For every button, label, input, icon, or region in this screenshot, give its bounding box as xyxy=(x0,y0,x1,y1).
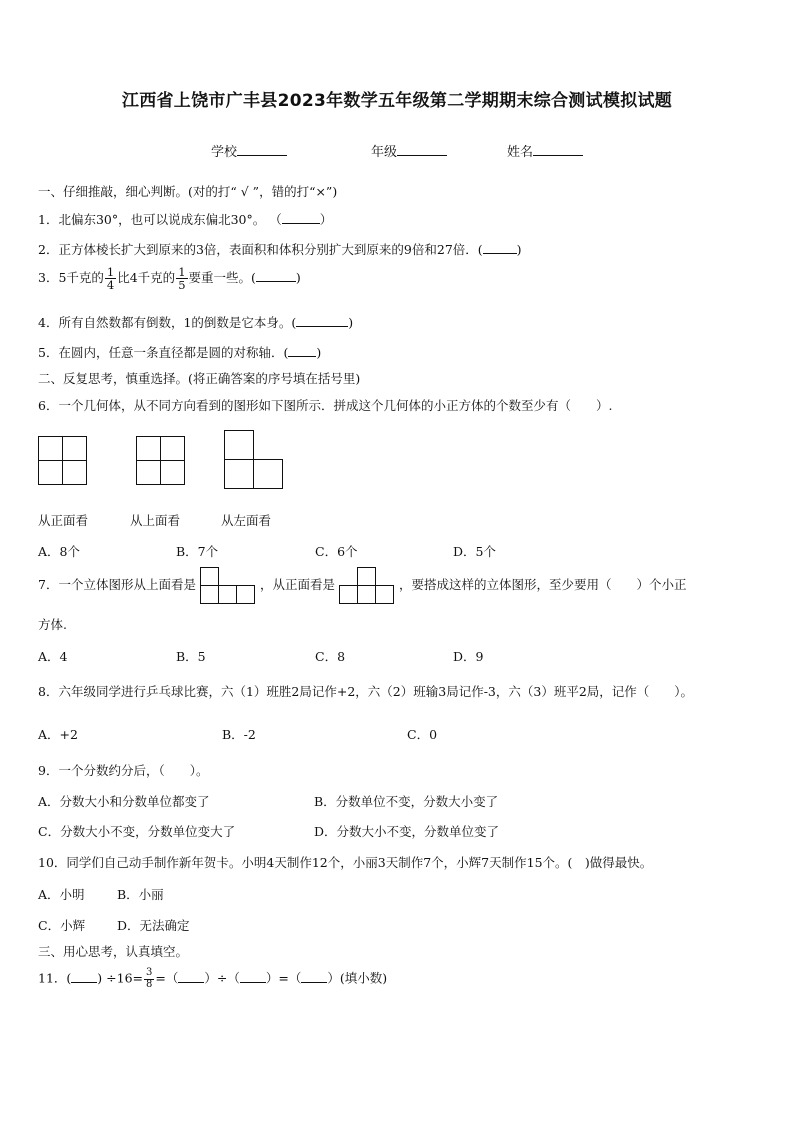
name-field[interactable] xyxy=(507,141,583,160)
q6-option-c[interactable]: C．6个 xyxy=(315,544,358,559)
fraction-one-fifth: $\frac{1}{5}$ xyxy=(178,265,186,293)
question-6: 6．一个几何体，从不同方向看到的图形如下图所示．拼成这个几何体的小正方体的个数至少有（ ）. xyxy=(38,398,613,413)
answer-blank-11d[interactable] xyxy=(301,971,327,983)
front-view-figure xyxy=(38,436,88,486)
q6-option-a[interactable]: A．8个 xyxy=(38,544,80,559)
fraction-three-eighths: $\frac{3}{8}$ xyxy=(146,967,153,990)
q9-option-b[interactable]: B．分数单位不变，分数大小变了 xyxy=(314,794,499,809)
question-3: 3．5千克的 $\frac{1}{4}$ 比4千克的 $\frac{1}{5}$ 要重一些。( ) xyxy=(38,265,301,293)
name-blank[interactable] xyxy=(533,143,583,156)
answer-blank-1[interactable] xyxy=(282,212,320,224)
school-field[interactable] xyxy=(211,141,287,160)
question-4: 4．所有自然数都有倒数，1的倒数是它本身。( ) xyxy=(38,315,354,330)
answer-blank-11a[interactable] xyxy=(71,971,97,983)
view-label-front: 从正面看 xyxy=(38,513,89,528)
answer-blank-11b[interactable] xyxy=(178,971,204,983)
question-8: 8．六年级同学进行乒乓球比赛，六（1）班胜2局记作+2，六（2）班输3局记作-3，六（3）班平2局，记作（ ）。 xyxy=(38,684,694,699)
question-7: 7．一个立体图形从上面看是 ，从正面看是 ，要搭成这样的立体图形，至少要用（ ）个小正 xyxy=(38,566,687,605)
q9-option-c[interactable]: C．分数大小不变，分数单位变大了 xyxy=(38,824,236,839)
q7-front-view-figure xyxy=(339,567,395,605)
school-label: 学校 xyxy=(211,145,238,160)
q7-option-d[interactable]: D．9 xyxy=(453,649,484,664)
page-title: 江西省上饶市广丰县2023年数学五年级第二学期期末综合测试模拟试题 xyxy=(121,91,673,111)
q10-option-c[interactable]: C．小辉 xyxy=(38,918,86,933)
answer-blank-3[interactable] xyxy=(256,270,296,282)
top-view-figure xyxy=(136,436,186,486)
question-7-continued: 方体. xyxy=(38,617,67,632)
q10-option-b[interactable]: B．小丽 xyxy=(117,887,164,902)
q8-option-b[interactable]: B．-2 xyxy=(222,727,256,742)
question-2: 2．正方体棱长扩大到原来的3倍，表面积和体积分别扩大到原来的9倍和27倍．( ) xyxy=(38,242,522,257)
answer-blank-5[interactable] xyxy=(288,345,316,357)
question-9: 9．一个分数约分后，（ ）。 xyxy=(38,763,209,778)
answer-blank-11c[interactable] xyxy=(240,971,266,983)
question-11: 11．( ) ÷16= $\frac{3}{8}$ =（ ）÷（ ）=（ ）(填小数) xyxy=(38,967,388,990)
grade-blank[interactable] xyxy=(397,143,447,156)
answer-blank-4[interactable] xyxy=(296,315,348,327)
q7-option-b[interactable]: B．5 xyxy=(176,649,206,664)
section-2-heading: 二、反复思考，慎重选择。(将正确答案的序号填在括号里) xyxy=(38,371,361,386)
q8-option-c[interactable]: C．0 xyxy=(407,727,438,742)
q9-option-a[interactable]: A．分数大小和分数单位都变了 xyxy=(38,794,210,809)
question-5: 5．在圆内，任意一条直径都是圆的对称轴．( ) xyxy=(38,345,322,360)
q10-option-a[interactable]: A．小明 xyxy=(38,887,85,902)
name-label: 姓名 xyxy=(507,145,534,160)
grade-label: 年级 xyxy=(371,145,398,160)
question-10: 10．同学们自己动手制作新年贺卡。小明4天制作12个，小丽3天制作7个，小辉7天制作15个。( )做得最快。 xyxy=(38,855,653,870)
q7-option-c[interactable]: C．8 xyxy=(315,649,346,664)
section-3-heading: 三、用心思考，认真填空。 xyxy=(38,944,189,959)
q6-option-d[interactable]: D．5个 xyxy=(453,544,496,559)
q7-top-view-figure xyxy=(200,567,256,605)
question-1: 1．北偏东30°，也可以说成东偏北30°。 （ ） xyxy=(38,212,333,227)
left-view-figure xyxy=(224,430,284,490)
school-blank[interactable] xyxy=(237,143,287,156)
q7-option-a[interactable]: A．4 xyxy=(38,649,68,664)
q6-option-b[interactable]: B．7个 xyxy=(176,544,219,559)
view-label-left: 从左面看 xyxy=(221,513,272,528)
q8-option-a[interactable]: A．+2 xyxy=(38,727,78,742)
grade-field[interactable] xyxy=(371,141,447,160)
answer-blank-2[interactable] xyxy=(483,242,517,254)
q10-option-d[interactable]: D．无法确定 xyxy=(117,918,190,933)
q9-option-d[interactable]: D．分数大小不变，分数单位变了 xyxy=(314,824,500,839)
view-label-top: 从上面看 xyxy=(130,513,181,528)
section-1-heading: 一、仔细推敲，细心判断。(对的打“ √ ”，错的打“×”) xyxy=(38,184,338,199)
fraction-one-quarter: $\frac{1}{4}$ xyxy=(106,265,115,293)
